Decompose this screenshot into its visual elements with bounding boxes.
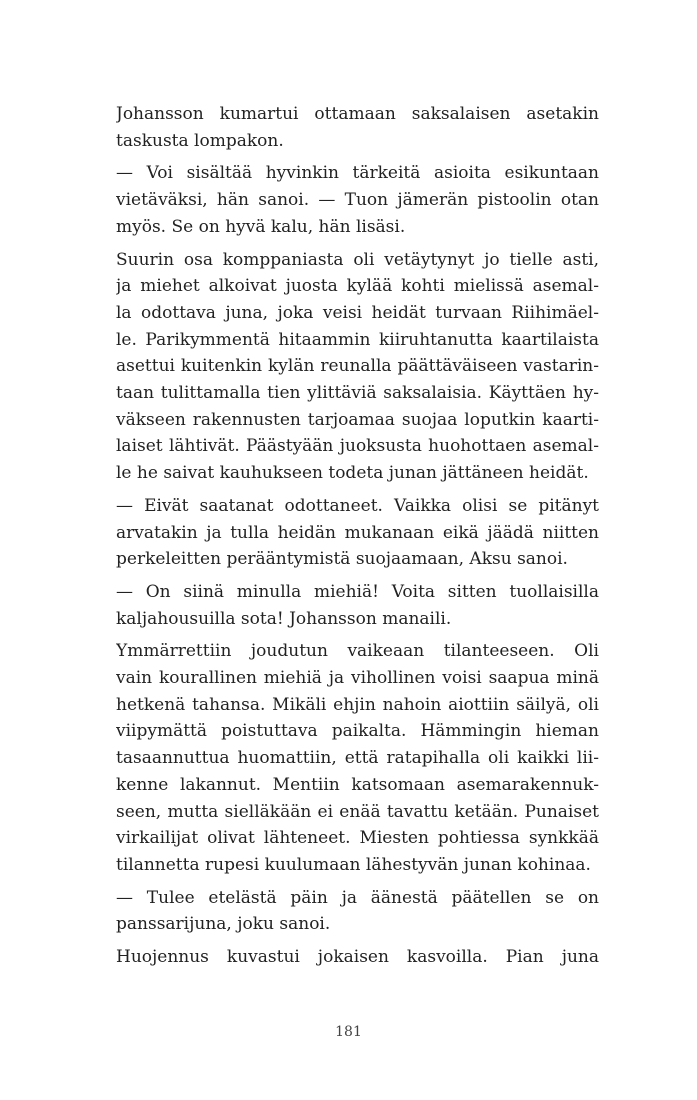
text-line: la odottava juna, joka veisi heidät turvaan Riihimäel- — [116, 302, 599, 323]
paragraph — [116, 247, 599, 487]
text-line: seen, mutta sielläkään ei enää tavattu ketään. Punaiset — [116, 801, 599, 822]
paragraph — [116, 493, 599, 573]
body-text — [116, 101, 599, 977]
text-line: Suurin osa komppaniasta oli vetäytynyt jo tielle asti, — [116, 249, 599, 270]
paragraph — [116, 944, 599, 971]
text-line: le. Parikymmentä hitaammin kiiruhtanutta kaartilaista — [116, 329, 599, 350]
text-line: hetkenä tahansa. Mikäli ehjin nahoin aiottiin säilyä, oli — [116, 694, 599, 715]
text-line: perkeleitten perääntymistä suojaamaan, Aksu sanoi. — [116, 549, 568, 570]
paragraph — [116, 101, 599, 154]
page-number: 181 — [335, 1024, 362, 1040]
text-line: — On siinä minulla miehiä! Voita sitten tuollaisilla — [116, 581, 599, 602]
text-line: kaljahousuilla sota! Johansson manaili. — [116, 608, 452, 629]
paragraph — [116, 638, 599, 878]
text-line: panssarijuna, joku sanoi. — [116, 914, 331, 935]
text-line: — Voi sisältää hyvinkin tärkeitä asioita esikuntaan — [116, 163, 599, 184]
text-line: myös. Se on hyvä kalu, hän lisäsi. — [116, 216, 406, 237]
text-line: virkailijat olivat lähteneet. Miesten pohtiessa synkkää — [116, 828, 599, 849]
text-line: Johansson kumartui ottamaan saksalaisen asetakin — [116, 104, 599, 124]
text-line: kenne lakannut. Mentiin katsomaan asemarakennuk- — [116, 774, 599, 795]
text-line: vain kourallinen miehiä ja vihollinen voisi saapua minä — [116, 668, 599, 689]
paragraph — [116, 579, 599, 632]
text-line: tasaannuttua huomattiin, että ratapihalla oli kaikki lii- — [116, 748, 599, 769]
text-line: le he saivat kauhukseen todeta junan jättäneen heidät. — [116, 463, 589, 484]
text-line: väkseen rakennusten tarjoamaa suojaa loputkin kaarti- — [116, 409, 599, 430]
text-line: viipymättä poistuttava paikalta. Hämmingin hieman — [116, 721, 599, 742]
text-line: ja miehet alkoivat juosta kylää kohti mielissä asemal- — [116, 276, 599, 297]
text-line: — Eivät saatanat odottaneet. Vaikka olisi se pitänyt — [116, 495, 599, 516]
text-line: taan tulittamalla tien ylittäviä saksalaisia. Käyttäen hy- — [116, 383, 599, 404]
text-line: tilannetta rupesi kuulumaan lähestyvän junan kohinaa. — [116, 854, 591, 875]
paragraph — [116, 885, 599, 938]
paragraph — [116, 160, 599, 240]
text-line: asettui kuitenkin kylän reunalla päättäväiseen vastarin- — [116, 356, 599, 377]
text-line: laiset lähtivät. Päästyään juoksusta huohottaen asemal- — [116, 436, 599, 457]
text-line: arvatakin ja tulla heidän mukanaan eikä jäädä niitten — [116, 522, 599, 543]
text-line: Ymmärrettiin joudutun vaikeaan tilanteeseen. Oli — [116, 641, 599, 662]
text-line: Huojennus kuvastui jokaisen kasvoilla. Pian juna — [116, 947, 599, 968]
text-line: taskusta lompakon. — [116, 130, 284, 151]
text-line: — Tulee etelästä päin ja äänestä päätellen se on — [116, 887, 599, 908]
text-line: vietäväksi, hän sanoi. — Tuon jämerän pistoolin otan — [116, 190, 599, 211]
